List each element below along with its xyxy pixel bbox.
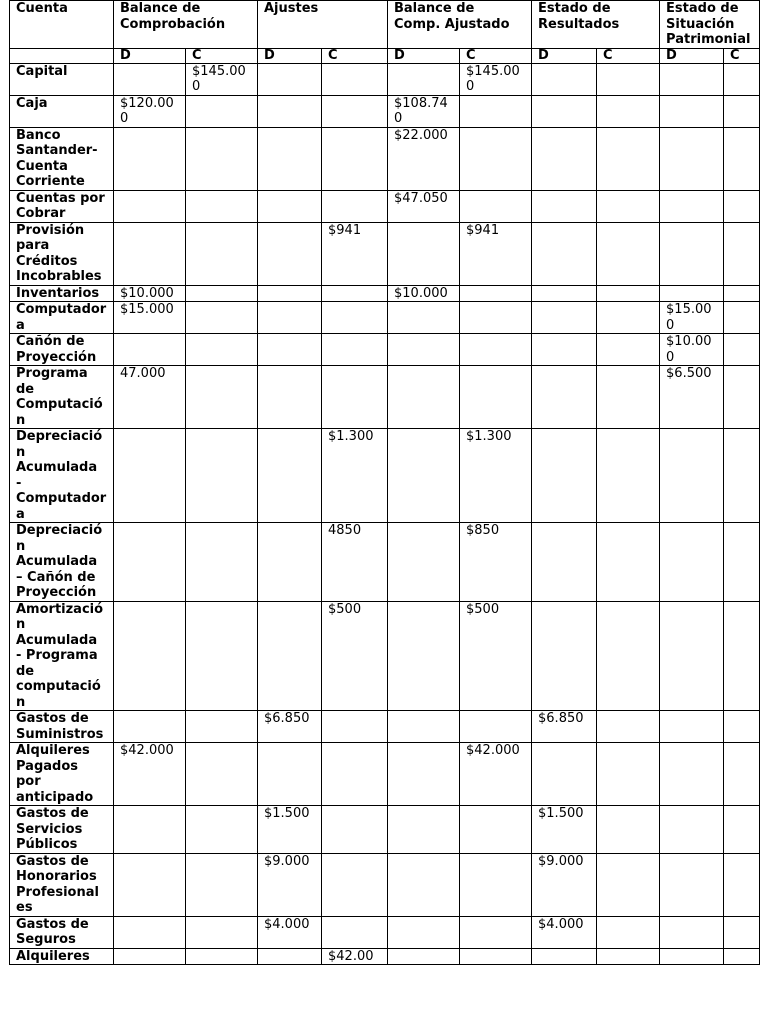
value-cell (388, 302, 460, 334)
value-cell (460, 366, 532, 429)
value-cell (114, 523, 186, 602)
value-cell (724, 366, 760, 429)
value-cell (258, 190, 322, 222)
value-cell (186, 366, 258, 429)
account-name: Gastos de Seguros (10, 916, 114, 948)
header-balance-ajustado: Balance de Comp. Ajustado (388, 1, 532, 49)
table-row (10, 948, 760, 965)
value-cell (724, 63, 760, 95)
value-cell (258, 429, 322, 523)
value-cell (258, 63, 322, 95)
value-cell: $10.000 (114, 285, 186, 302)
value-cell (322, 302, 388, 334)
value-cell (322, 285, 388, 302)
table-row (10, 63, 760, 95)
value-cell (186, 285, 258, 302)
value-cell (258, 127, 322, 190)
header-ajustes: Ajustes (258, 1, 388, 49)
value-cell (114, 853, 186, 916)
value-cell (597, 95, 660, 127)
value-cell (724, 285, 760, 302)
value-cell (114, 222, 186, 285)
table-row (10, 523, 760, 602)
value-cell (388, 429, 460, 523)
value-cell (186, 429, 258, 523)
worksheet-table (9, 0, 760, 965)
credit-label: C (322, 48, 388, 63)
value-cell (388, 222, 460, 285)
value-cell (114, 711, 186, 743)
account-name: Provisión para Créditos Incobrables (10, 222, 114, 285)
value-cell (460, 95, 532, 127)
value-cell (724, 523, 760, 602)
value-cell (724, 743, 760, 806)
value-cell (597, 285, 660, 302)
value-cell (114, 916, 186, 948)
account-name: Gastos de Honorarios Profesionales (10, 853, 114, 916)
value-cell (258, 285, 322, 302)
value-cell (388, 334, 460, 366)
table-row (10, 853, 760, 916)
value-cell (388, 743, 460, 806)
table-row (10, 95, 760, 127)
value-cell: $4.000 (532, 916, 597, 948)
value-cell (724, 429, 760, 523)
value-cell: $42.00 (322, 948, 388, 965)
value-cell (114, 190, 186, 222)
table-row (10, 190, 760, 222)
value-cell (114, 63, 186, 95)
credit-label: C (597, 48, 660, 63)
value-cell: $500 (322, 601, 388, 711)
value-cell (186, 95, 258, 127)
value-cell (532, 285, 597, 302)
value-cell (660, 95, 724, 127)
value-cell (460, 334, 532, 366)
value-cell (186, 127, 258, 190)
value-cell (724, 853, 760, 916)
value-cell: $4.000 (258, 916, 322, 948)
value-cell (532, 63, 597, 95)
value-cell: $1.300 (322, 429, 388, 523)
value-cell: $42.000 (114, 743, 186, 806)
credit-label: C (186, 48, 258, 63)
table-row (10, 127, 760, 190)
value-cell (597, 429, 660, 523)
value-cell: $10.000 (660, 334, 724, 366)
account-name: Inventarios (10, 285, 114, 302)
table-row (10, 285, 760, 302)
header-estado-resultados: Estado de Resultados (532, 1, 660, 49)
value-cell (388, 601, 460, 711)
value-cell (460, 711, 532, 743)
value-cell (322, 711, 388, 743)
value-cell (186, 222, 258, 285)
value-cell: $108.740 (388, 95, 460, 127)
value-cell (660, 285, 724, 302)
value-cell (724, 948, 760, 965)
value-cell (597, 806, 660, 854)
value-cell (322, 853, 388, 916)
value-cell (114, 334, 186, 366)
value-cell (388, 806, 460, 854)
account-name: Amortización Acumulada - Programa de computación (10, 601, 114, 711)
value-cell (724, 601, 760, 711)
value-cell (660, 190, 724, 222)
value-cell (660, 711, 724, 743)
value-cell (258, 601, 322, 711)
value-cell: $1.500 (532, 806, 597, 854)
value-cell (460, 190, 532, 222)
value-cell (258, 334, 322, 366)
account-name: Depreciación Acumulada - Computadora (10, 429, 114, 523)
value-cell (460, 853, 532, 916)
table-row (10, 711, 760, 743)
value-cell (724, 95, 760, 127)
value-cell: $145.000 (186, 63, 258, 95)
account-name: Gastos de Suministros (10, 711, 114, 743)
value-cell (388, 916, 460, 948)
table-row (10, 916, 760, 948)
value-cell (388, 63, 460, 95)
value-cell (322, 806, 388, 854)
value-cell: $9.000 (532, 853, 597, 916)
value-cell (532, 334, 597, 366)
value-cell: $6.500 (660, 366, 724, 429)
table-row (10, 429, 760, 523)
value-cell (532, 302, 597, 334)
value-cell (322, 63, 388, 95)
value-cell (460, 302, 532, 334)
value-cell: $15.000 (114, 302, 186, 334)
value-cell (597, 63, 660, 95)
value-cell: $6.850 (532, 711, 597, 743)
value-cell (597, 334, 660, 366)
value-cell (322, 127, 388, 190)
value-cell (660, 523, 724, 602)
value-cell (322, 366, 388, 429)
value-cell (186, 601, 258, 711)
value-cell (258, 743, 322, 806)
value-cell (660, 948, 724, 965)
value-cell: $15.000 (660, 302, 724, 334)
credit-label: C (724, 48, 760, 63)
account-name: Gastos de Servicios Públicos (10, 806, 114, 854)
value-cell (597, 190, 660, 222)
value-cell (724, 302, 760, 334)
value-cell (532, 222, 597, 285)
value-cell (597, 743, 660, 806)
value-cell (186, 853, 258, 916)
value-cell: 47.000 (114, 366, 186, 429)
value-cell (724, 190, 760, 222)
table-row (10, 806, 760, 854)
value-cell: $850 (460, 523, 532, 602)
value-cell (258, 222, 322, 285)
table-row (10, 743, 760, 806)
value-cell (114, 806, 186, 854)
value-cell (114, 429, 186, 523)
value-cell (186, 711, 258, 743)
value-cell: $145.000 (460, 63, 532, 95)
value-cell (660, 63, 724, 95)
value-cell (460, 806, 532, 854)
value-cell (114, 948, 186, 965)
account-name: Computadora (10, 302, 114, 334)
account-name: Cuentas por Cobrar (10, 190, 114, 222)
value-cell (186, 916, 258, 948)
value-cell (597, 711, 660, 743)
value-cell: $1.300 (460, 429, 532, 523)
value-cell: $42.000 (460, 743, 532, 806)
value-cell (660, 429, 724, 523)
value-cell (532, 190, 597, 222)
table-row (10, 302, 760, 334)
value-cell (388, 853, 460, 916)
value-cell (597, 366, 660, 429)
table-row (10, 366, 760, 429)
value-cell: $120.000 (114, 95, 186, 127)
account-name: Programa de Computación (10, 366, 114, 429)
account-name: Alquileres (10, 948, 114, 965)
value-cell: $6.850 (258, 711, 322, 743)
value-cell (597, 302, 660, 334)
value-cell (460, 948, 532, 965)
table-row (10, 334, 760, 366)
value-cell (532, 127, 597, 190)
value-cell (322, 916, 388, 948)
value-cell: $9.000 (258, 853, 322, 916)
account-name: Capital (10, 63, 114, 95)
value-cell (660, 853, 724, 916)
value-cell (258, 366, 322, 429)
value-cell (322, 743, 388, 806)
value-cell: $1.500 (258, 806, 322, 854)
table-row (10, 222, 760, 285)
value-cell (532, 948, 597, 965)
value-cell (597, 523, 660, 602)
value-cell (258, 948, 322, 965)
value-cell (388, 366, 460, 429)
account-name: Depreciación Acumulada – Cañón de Proyección (10, 523, 114, 602)
value-cell (724, 222, 760, 285)
value-cell: $10.000 (388, 285, 460, 302)
account-name: Banco Santander- Cuenta Corriente (10, 127, 114, 190)
account-name: Caja (10, 95, 114, 127)
value-cell (724, 127, 760, 190)
header-cuenta: Cuenta (10, 1, 114, 49)
value-cell (532, 743, 597, 806)
value-cell (724, 916, 760, 948)
value-cell (388, 523, 460, 602)
value-cell (114, 127, 186, 190)
value-cell (460, 285, 532, 302)
value-cell (114, 601, 186, 711)
value-cell (532, 95, 597, 127)
value-cell (597, 601, 660, 711)
value-cell (322, 190, 388, 222)
value-cell (388, 948, 460, 965)
debit-label: D (388, 48, 460, 63)
header-balance-comprobacion: Balance de Comprobación (114, 1, 258, 49)
value-cell (460, 916, 532, 948)
value-cell (724, 334, 760, 366)
value-cell: $47.050 (388, 190, 460, 222)
table-row (10, 601, 760, 711)
value-cell (532, 366, 597, 429)
value-cell (460, 127, 532, 190)
value-cell (660, 222, 724, 285)
value-cell (597, 222, 660, 285)
value-cell (660, 601, 724, 711)
value-cell (258, 523, 322, 602)
value-cell (660, 916, 724, 948)
value-cell (322, 334, 388, 366)
header-row (10, 1, 760, 49)
value-cell (597, 853, 660, 916)
value-cell (660, 127, 724, 190)
value-cell: $22.000 (388, 127, 460, 190)
value-cell (532, 523, 597, 602)
value-cell (186, 523, 258, 602)
value-cell: $500 (460, 601, 532, 711)
value-cell (597, 948, 660, 965)
value-cell (186, 302, 258, 334)
value-cell (724, 806, 760, 854)
value-cell (724, 711, 760, 743)
value-cell (660, 743, 724, 806)
debit-credit-row (10, 48, 760, 63)
value-cell (186, 334, 258, 366)
value-cell (532, 429, 597, 523)
account-rows (10, 63, 760, 965)
credit-label: C (460, 48, 532, 63)
value-cell (597, 127, 660, 190)
value-cell: 4850 (322, 523, 388, 602)
account-name: Cañón de Proyección (10, 334, 114, 366)
account-name: Alquileres Pagados por anticipado (10, 743, 114, 806)
value-cell (322, 95, 388, 127)
value-cell (186, 806, 258, 854)
value-cell (532, 601, 597, 711)
value-cell: $941 (460, 222, 532, 285)
value-cell (660, 806, 724, 854)
value-cell (186, 190, 258, 222)
debit-label: D (258, 48, 322, 63)
value-cell (388, 711, 460, 743)
dc-blank (10, 48, 114, 63)
value-cell (597, 916, 660, 948)
value-cell (258, 95, 322, 127)
debit-label: D (532, 48, 597, 63)
value-cell (258, 302, 322, 334)
debit-label: D (114, 48, 186, 63)
value-cell (186, 948, 258, 965)
value-cell (186, 743, 258, 806)
header-situacion-patrimonial: Estado de Situación Patrimonial (660, 1, 760, 49)
debit-label: D (660, 48, 724, 63)
value-cell: $941 (322, 222, 388, 285)
